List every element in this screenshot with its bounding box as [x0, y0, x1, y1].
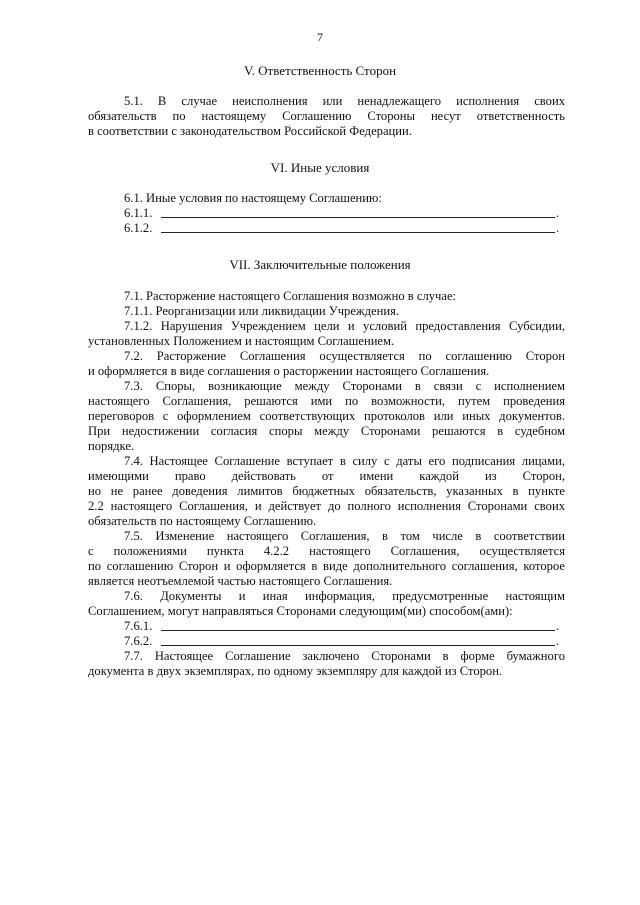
section-7-title: VII. Заключительные положения: [229, 257, 411, 272]
text-line: имеющими право действовать от имени каждой из Сторон,: [88, 469, 565, 483]
text-line: является неотъемлемой частью настоящего Соглашения.: [88, 574, 393, 588]
fill-line-7-6-1: [88, 619, 565, 634]
page-number: 7: [317, 30, 323, 44]
text-line: 7.6. Документы и иная информация, предусмотренные настоящим: [124, 589, 565, 603]
section-7-body: [88, 289, 565, 679]
blank-underline: [161, 217, 555, 218]
item-label: 6.1.2.: [124, 221, 153, 235]
text-line: 7.2. Расторжение Соглашения осуществляется по соглашению Сторон: [124, 349, 565, 363]
section-6-title: VI. Иные условия: [270, 160, 370, 175]
text-line: 7.3. Споры, возникающие между Сторонами в связи с исполнением: [124, 379, 565, 393]
paragraph-5-1: [88, 94, 565, 139]
text-line: 2.2 настоящего Соглашения, и действует до полного исполнения Сторонами своих: [88, 499, 565, 513]
text-line: установленных Положением и настоящим Соглашением.: [88, 334, 395, 348]
text-line: При недостижении согласия споры между Сторонами решаются в судебном: [88, 424, 565, 438]
fill-line-6-1-1: [88, 206, 565, 221]
item-label: 7.6.1.: [124, 619, 153, 633]
text-line: Соглашением, могут направляться Сторонами следующим(ми) способом(ами):: [88, 604, 513, 618]
text-line: 7.1.2. Нарушения Учреждением цели и условий предоставления Субсидии,: [124, 319, 565, 333]
text-line: настоящего Соглашения, решаются ими по возможности, путем проведения: [88, 394, 565, 408]
fill-line-6-1-2: [88, 221, 565, 236]
text-line: 5.1. В случае неисполнения или ненадлежащего исполнения своих: [124, 94, 565, 108]
blank-underline: [161, 645, 555, 646]
section-5-title: V. Ответственность Сторон: [243, 63, 397, 78]
item-end: .: [556, 619, 560, 633]
text-line: с положениями пункта 4.2.2 настоящего Соглашения, осуществляется: [88, 544, 565, 558]
blank-underline: [161, 232, 555, 233]
blank-underline: [161, 630, 555, 631]
item-label: 7.6.2.: [124, 634, 153, 648]
text-line: переговоров с оформлением соответствующих протоколов или иных документов.: [88, 409, 565, 423]
item-end: .: [556, 221, 560, 235]
text-line: обязательств по настоящему Соглашению.: [88, 514, 317, 528]
text-line: но не ранее доведения лимитов бюджетных обязательств, указанных в пункте: [88, 484, 565, 498]
text-line: 7.5. Изменение настоящего Соглашения, в том числе в соответствии: [124, 529, 565, 543]
text-line: 7.7. Настоящее Соглашение заключено Сторонами в форме бумажного: [124, 649, 565, 663]
item-end: .: [556, 206, 560, 220]
text-line: обязательств по настоящему Соглашению Стороны несут ответственность: [88, 109, 565, 123]
text-line: по соглашению Сторон и оформляется в виде дополнительного соглашения, которое: [88, 559, 565, 573]
text-line: порядке.: [88, 439, 135, 453]
text-line: 7.1. Расторжение настоящего Соглашения возможно в случае:: [124, 289, 457, 303]
fill-line-7-6-2: [88, 634, 565, 649]
text-line: 6.1. Иные условия по настоящему Соглашению:: [124, 191, 382, 205]
text-line: 7.4. Настоящее Соглашение вступает в силу с даты его подписания лицами,: [124, 454, 565, 468]
item-label: 6.1.1.: [124, 206, 153, 220]
text-line: документа в двух экземплярах, по одному экземпляру для каждой из Сторон.: [88, 664, 503, 678]
text-line: и оформляется в виде соглашения о расторжении настоящего Соглашения.: [88, 364, 490, 378]
paragraph-6-1: [88, 191, 565, 236]
text-line: 7.1.1. Реорганизации или ликвидации Учреждения.: [124, 304, 400, 318]
item-end: .: [556, 634, 560, 648]
text-line: в соответствии с законодательством Российской Федерации.: [88, 124, 412, 138]
